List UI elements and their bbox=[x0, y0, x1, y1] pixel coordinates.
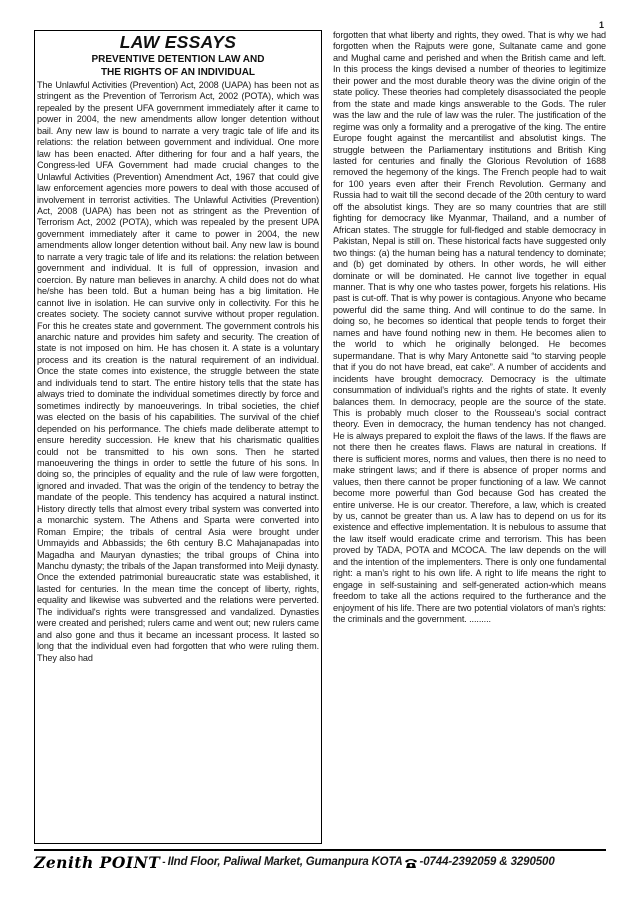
telephone-icon bbox=[404, 856, 418, 868]
left-column-text: The Unlawful Activities (Prevention) Act, 2008 (UAPA) has been not as stringent as the Prevention of Terrorism Act, 2002 (POTA), which was repealed by the present UFA government immediately after it came to power in 2004, the new amendments allow longer detention without bail. Any new law is bound to narrate a very tragic tale of life and its relations: the relation between government and individual. One more law has been enacted. After dithering for four and a half years, the Congress-led UFA Government had made crucial changes to the Unlawful Activities (Prevention) Amendment Act, 1967 that could give law enforcement agencies more powers to deal with those accused of involvement in terrorist activities. The Unlawful Activities (Prevention) Act, 2008 (UAPA) has been not as stringent as the Prevention of Terrorism Act, 2002 (POTA), which was repealed by the present UPA government immediately after it came to power in 2004, the new amendments allow longer detention without bail. Any new law is bound to narrate a very tragic tale of life and its relations: the relation between government and individual. It is full of oppression, invasion and coercion. By nature man believes in anarchy. A child does not do what he/she has been told. But a human being has a big limitation. He cannot live in isolation. He can survive only in collectivity. For this he creates society. The society cannot survive without proper regulation. For this he creates state and government. The government controls his anarchic nature and provides him safety and security. The creation of state is not imposed on him. He has chosen it. A state is a voluntary process and its creation is the natural requirement of an individual. Once the state comes into existence, the struggle between the state and individuals tend to start. The entire history tells that the state has always tried to dominate the individual sometimes directly by force and sometimes indirectly by manoeuverings. In tribal societies, the chief was elected on the basis of his capabilities. The survival of the chief depended on his performance. The chiefs made deliberate attempt to ensure heredity succession. He knew that his charismatic qualities could not be transmitted to his own sons. Then he started manoeuvering the things in order to settle the future of his sons. In doing so, the principles of equality and the rule of law were forgotten, ignored and invaded. That was the origin of the tendency to betray the mandate of the people. This tendency has acquired a natural instinct. History directly tells that almost every tribal system was converted into a monarchic system. The Athens and Sparta were converted into Roman Empire; the tribals of central Asia were brought under Ummayids and Abbassids; the 6th century B.C Mahajanapadas into Magadha and Mauryan dynasties; the tribal groups of China into Manchu dynasty; the tribals of the Japan transformed into Meiji dynasty. Once the extended patrimonial bureaucratic state was established, it lasted for centuries. In the mean time the concept of liberty, rights, equality and likewise was subverted and the relations were perverted. The individual's rights were transgressed and vandalized. Dynasties were created and perished; rulers came and went out; new rulers came and also gone and thus it became an incessant process. It lasted so long that the individual even had forgotten that who were ruling them. They also had bbox=[37, 80, 319, 663]
footer-address: IInd Floor, Paliwal Market, Gumanpura KOTA bbox=[167, 856, 403, 868]
left-column bbox=[34, 30, 322, 844]
brand-separator: - bbox=[162, 856, 166, 868]
brand-logo: Zenith POINT bbox=[34, 852, 161, 872]
document-title: LAW ESSAYS bbox=[119, 32, 237, 52]
right-column-text: forgotten that what liberty and rights, they owed. That is why we had forgotten when the Rajputs were gone, Sultanate came and gone and Mughal came and perished and when the British came and left. In this process the kings devised a number of theories to legitimize their power and the most durable theory was the divine origin of the state policy. These theories had completely disassociated the people from the state and made kings answerable to the Gods. The ruler was the law and the rule of law was the ruler. The justification of the regime was only a formality and a prerogative of the king. The entire Europe fought against the mercantilist and absolutist kings. The struggle between the Parliamentary institutions and British King lasted for centuries and finally the Glorious Revolution of 1688 removed the hegemony of the kings. The French people had to wait for 100 years even after their French Revolution. Germany and Russia had to wait till the second decade of the 20th century to ward off the absolutist kings. They are so many countries that are still fighting for democracy like Myanmar, Thailand, and a number of African states. The struggle for full-fledged and stable democracy in Pakistan, Nepal is still on. These historical facts have suggested only two things: (a) the human being has a natural tendency to dominate; and (b) get dominated by others. In other words, he will either dominate or will be dominated. He cannot live together in equal manner. That is why one who tastes power, forgets his relations. His past is cut-off. That is why power is contagious. Anyone who became powerful did the same thing. And will continue to do the same. In doing so, he becomes so identical that people tends to forget their names and have found nothing new in them. He becomes alien to the world to which he originally belonged. He becomes supermandane. That is why Mary Antonette said “to starving people that if you do not have bread, eat cake”. A number of accidents and incidents have brought democracy. Democracy is the ultimate consummation of individual’s rights and the rights of state. It evenly balances them. In democracy, people are the source of the state. This is probably much closer to the Rousseau’s social contract theory. Even in democracy, the human tendency has not changed. He is always prepared to exploit the flaws of the laws. If the flaws are not there then he creates flaws. Flaws are natural in creations. If there is sufficient mores, norms and values, then there is no need to make stringent laws; and if there is absence of proper norms and values, then there cannot be proper functioning of a law. We cannot become more powerful than God because God has created the entire universe. He is our creator. Therefore, a law, which is created by us, cannot be greater than us. A law has to depend on us for its existence and effective implementation. It is nebulous to assume that the law itself would eradicate crime and terrorism. This has been proved by TADA, POTA and MCOCA. The law depends on the will and the intention of the implementers. There is only one fundamental right: a man’s right to his own life. A right to life means the right to engage in self-sustaining and self-generated action-which means freedom to take all the actions required to the furtherance and the enjoyment of his life. There are two potential violators of man’s rights: the criminals and the government. ......... bbox=[333, 30, 606, 625]
article-heading-line2: THE RIGHTS OF AN INDIVIDUAL bbox=[100, 67, 256, 78]
article-heading-line1: PREVENTIVE DETENTION LAW AND bbox=[91, 54, 265, 65]
footer-phone: -0744-2392059 & 3290500 bbox=[419, 856, 555, 868]
footer bbox=[34, 849, 606, 873]
right-column bbox=[333, 30, 606, 844]
page-number: 1 bbox=[598, 20, 604, 30]
